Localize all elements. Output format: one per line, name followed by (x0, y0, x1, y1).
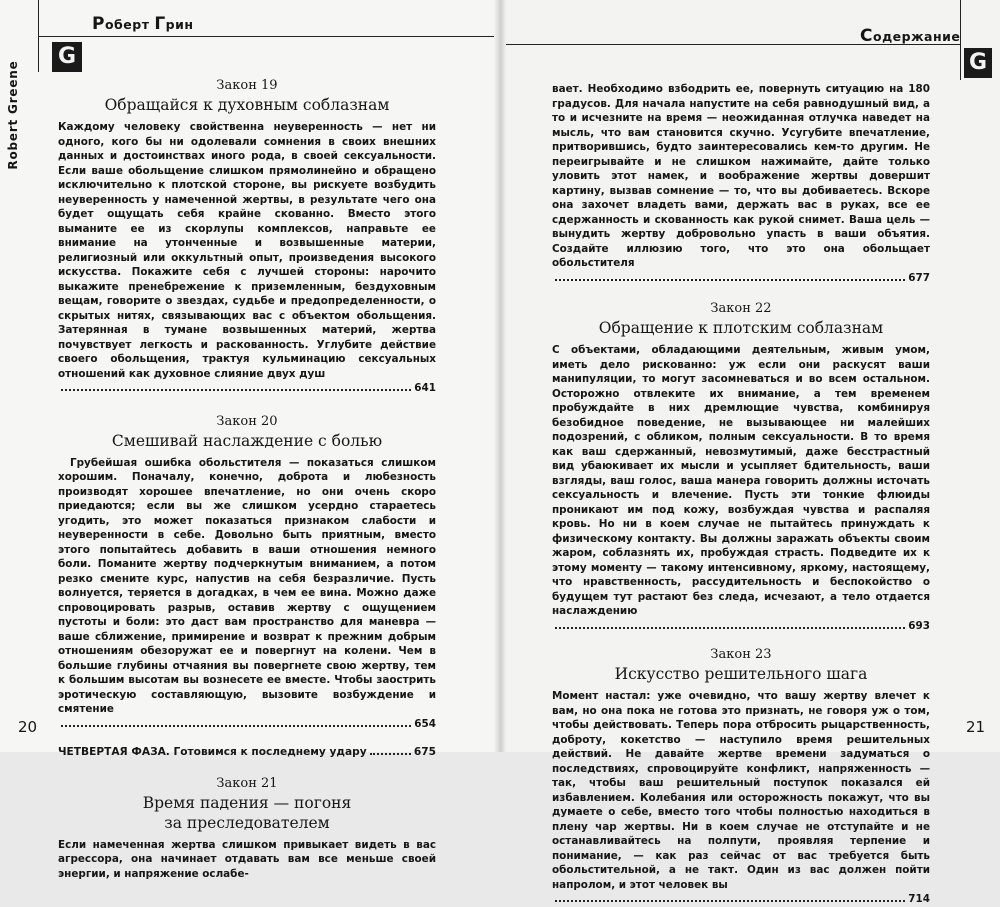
law21-title-line2: за преследователем (164, 813, 330, 832)
law21-text: Если намеченная жертва слишком привыкает видеть в вас агрессора, она начинает отдавать вам все меньше своей энергии, и напряжение ослабе- (58, 838, 436, 880)
running-head-author: Роберт Грин (92, 14, 194, 34)
right-column (552, 82, 930, 907)
g-logo-badge-right: G (964, 48, 992, 78)
law21-title-line1: Время падения — погоня (142, 793, 352, 812)
law22-text: С объектами, обладающими деятельным, живым умом, иметь дело рискованно: уж если они раскусят ваши манипуляции, то могут засомневаться и во всем остальном. Осторожно отвлеките их внимание, а тем временем пробуждайте в них дремлющие чувства, комбинируя безобидное поведение, не вызывающее ни малейших подозрений, с обликом, полным сексуальности. В то время как ваш сдержанный, невозмутимый, даже бесстрастный вид убаюкивает их мысли и усыпляет бдительность, ваши взгляды, ваш голос, ваша манера говорить должны источать сексуальность и влечение. Пусть эти тонкие флюиды проникают им под кожу, возбуждая чувства и распаляя кровь. Но ни в коем случае не пытайтесь принуждать к физическому контакту. Вы должны заражать объекты своим жаром, соблазнять их, пробуждая страсть. Подведите их к этому моменту — такому интенсивному, яркому, настоящему, что нравственность, рассудительность и беспокойство о будущем тут растают без следа, исчезают, а тело отдается наслаждению (552, 344, 930, 617)
left-column (58, 78, 436, 881)
page-number-right: 21 (966, 718, 986, 736)
left-page (0, 0, 500, 880)
law23-text: Момент настал: уже очевидно, что вашу жертву влечет к вам, но она пока не готова это признать, не говоря уж о том, чтобы действовать. Теперь пора отбросить рыцарственность, доброту, кокетство — наступило время решительных действий. Не давайте жертве времени задуматься о последствиях, спровоцируйте конфликт, напряженность — так, чтобы ваш решительный поступок показался ей избавлением. Колебания или осторожность покажут, что вы думаете о себе, вместо того чтобы полностью находиться в плену чар жертвы. Ни в коем случае не отступайте и не останавливайтесь на полпути, проявляя терпение и понимание, — как раз сейчас от вас требуется быть обольстительной, а не такт. Один из вас должен пойти напролом, и этот человек вы (552, 690, 930, 891)
law22-title: Обращение к плотским соблазнам (598, 319, 884, 337)
law23-title: Искусство решительного шага (614, 665, 868, 683)
side-label: Robert Greene (6, 60, 20, 170)
law23-label: Закон 23 (710, 647, 772, 662)
law22-label: Закон 22 (710, 301, 772, 316)
header-vertical-rule (38, 0, 39, 72)
law22-page-ref: 693 (552, 619, 930, 634)
header-rule (38, 36, 498, 37)
law20-title: Смешивай наслаждение с болью (111, 431, 383, 450)
phase4-entry: ЧЕТВЕРТАЯ ФАЗА. Готовимся к последнему удару 675 (58, 746, 436, 758)
right-page (500, 0, 1000, 905)
law20-label: Закон 20 (216, 413, 278, 429)
running-head-contents: Содержание (860, 26, 961, 46)
g-logo-badge: G (52, 42, 82, 72)
page-number-left: 20 (18, 718, 38, 736)
law19-title: Обращайся к духовным соблазнам (104, 96, 390, 114)
law19-label: Закон 19 (216, 78, 278, 93)
law20-page-ref: 654 (58, 717, 436, 732)
book-gutter (494, 0, 506, 752)
law19-page-ref: 641 (58, 381, 436, 396)
law19-text: Каждому человеку свойственна неуверенность — нет ни одного, кого бы ни одолевали сомнения в своих внешних данных и достоинствах иного рода, в своей сексуальности. Если ваше обольщение слишком прямолинейно и обращено исключительно к плотской стороне, вы рискуете возбудить неуверенность у намеченной жертвы, в результате чего она будет ощущать себя крайне скованно. Вместо этого выманите ее из скорлупы комплексов, направьте ее внимание на утонченные и возвышенные материи, религиозный или оккультный опыт, произведения высокого искусства. Покажите себя с лучшей стороны: нарочито выкажите пренебрежение к приземленным, бездуховным вещам, говорите о звездах, судьбе и предопределенности, о скрытых нитях, связывающих вас с объектом обольщения. Затерянная в тумане возвышенных материй, жертва почувствует легкость и раскованность. Углубите действие своего обольщения, трактуя кульминацию сексуальных отношений как духовное слияние двух душ (58, 121, 436, 380)
law21-cont-text: вает. Необходимо взбодрить ее, повернуть ситуацию на 180 градусов. Для начала напустите на себя равнодушный вид, а то и исчезните на время — неожиданная отлучка наведет на мысль, что вам становится скучно. Усугубите впечатление, притворившись, будто заинтересовались кем-то другим. Не переигрывайте и не слишком нажимайте, дайте только уловить этот намек, и воображение жертвы довершит картину, вызвав сомнение — то, что вы добиваетесь. Вскоре она захочет владеть вами, держать вас в руках, все ее сдержанность и скованность как рукой снимет. Ваша цель — вынудить жертву добровольно упасть в ваши объятия. Создайте иллюзию того, что это она обольщает обольстителя (552, 83, 930, 269)
law21-page-ref: 677 (552, 271, 930, 286)
law20-text: Грубейшая ошибка обольстителя — показаться слишком хорошим. Поначалу, конечно, доброта и любезность производят хорошее впечатление, но они очень скоро приедаются; если вы же слишком усердно стараетесь угодить, это может показаться признаком слабости и неуверенности в себе. Довольно быть приятным, вместо этого попытайтесь добавить в ваши отношения немного боли. Поманите жертву подчеркнутым вниманием, а потом резко смените курс, напустив на себя безразличие. Пусть волнуется, теряется в догадках, в чем ее вина. Можно даже спровоцировать разрыв, оставив жертву с ощущением пустоты и боли: это даст вам пространство для маневра — ваше сближение, примирение и возврат к прежним добрым отношениям обезоружат ее и повергнут на колени. Чем в большие глубины отчаяния вы повергнете свою жертву, тем к большим высотам вы вознесете ее вместе. Чтобы заострить эротическую составляющую, вызовите возбуждение и смятение (58, 456, 436, 715)
law21-label: Закон 21 (216, 775, 278, 791)
law23-page-ref: 714 (552, 892, 930, 907)
